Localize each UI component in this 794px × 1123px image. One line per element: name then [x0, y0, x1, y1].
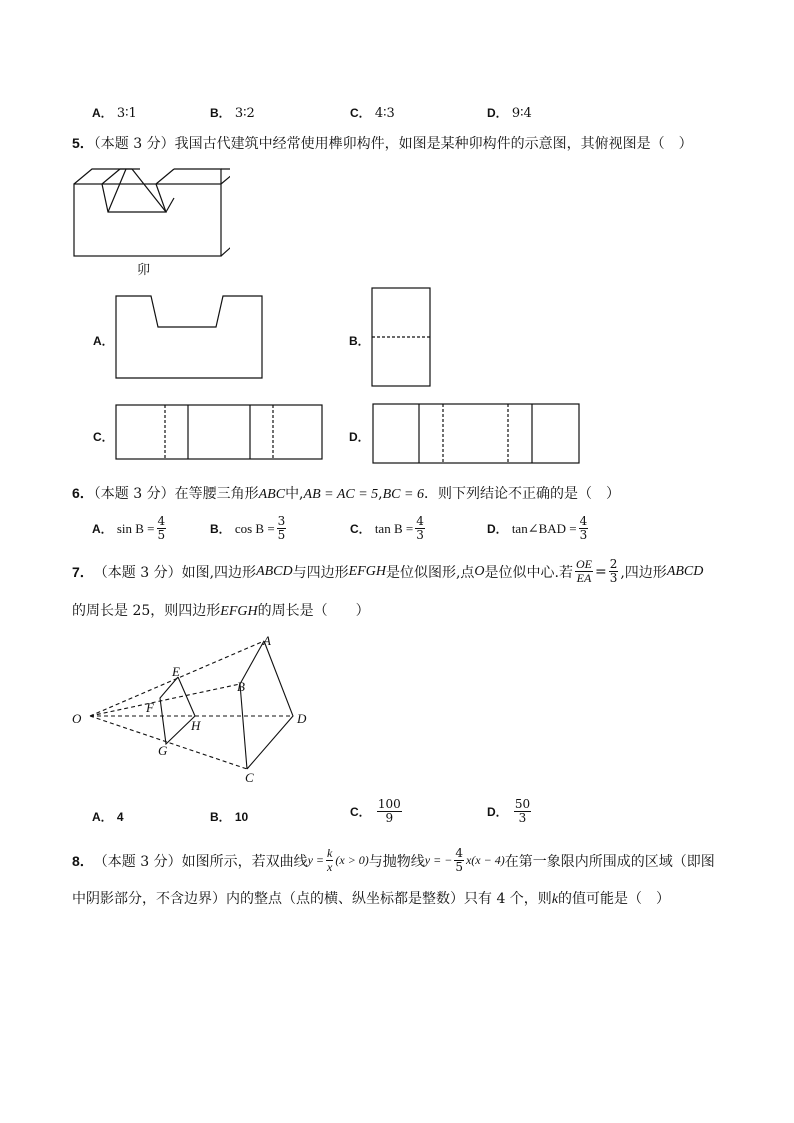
hyperbola-lhs: y = — [307, 853, 325, 867]
option-label: B． — [210, 106, 231, 120]
fraction — [415, 515, 425, 542]
ray-ob — [90, 684, 240, 716]
shape-name: EFGH — [348, 563, 386, 579]
homothety-figure — [60, 630, 330, 790]
q7-stem-line1 — [72, 558, 703, 585]
numerator: k — [327, 846, 333, 860]
triangle-name: ABC — [258, 487, 286, 502]
option-label: A． — [92, 106, 113, 120]
view-outline — [372, 288, 430, 386]
q4-option-c[interactable] — [350, 104, 395, 121]
option-expression: cos B = — [234, 520, 275, 536]
numerator: 3 — [277, 514, 286, 528]
parabola-fraction — [454, 847, 464, 874]
q5-option-d-figure[interactable] — [371, 402, 583, 466]
option-label: D． — [487, 106, 508, 120]
q7-option-d[interactable] — [487, 798, 533, 825]
view-outline — [373, 404, 579, 463]
top-left-edge — [74, 169, 140, 184]
quad-efgh — [160, 677, 195, 744]
numerator: OE — [575, 557, 592, 571]
numerator: 4 — [455, 846, 463, 860]
question-text: 的周长是 25，则四边形 — [72, 603, 221, 619]
question-text: 在等腰三角形 — [174, 486, 259, 502]
condition: AB = AC = 5 — [303, 487, 379, 502]
q6-option-a[interactable] — [92, 515, 168, 542]
equals-sign: = — [594, 563, 607, 580]
option-label: C． — [350, 805, 371, 819]
question-score: （本题 3 分） — [93, 564, 182, 581]
question-text: 如图所示，若双曲线 — [181, 853, 308, 870]
shape-name: ABCD — [666, 563, 704, 579]
notch-edge — [102, 169, 120, 184]
question-text: 如图,四边形 — [181, 564, 257, 581]
notch-inner — [166, 198, 174, 212]
fraction — [579, 515, 589, 542]
edge-ab — [240, 641, 264, 684]
denominator: 9 — [385, 811, 394, 825]
shape-name: ABCD — [256, 563, 293, 579]
figure-caption: 卯 — [137, 263, 151, 278]
option-value: 9∶4 — [511, 106, 532, 121]
label-d: D — [297, 711, 307, 726]
point-name: O — [474, 563, 485, 579]
option-expression: tan B = — [374, 520, 414, 536]
q5-option-a-label[interactable]: A． — [93, 334, 114, 348]
option-label: A． — [92, 522, 113, 536]
question-text: 在第一象限内所围成的区域（即图 — [504, 853, 715, 870]
q4-option-a[interactable] — [92, 104, 137, 121]
q5-option-b-label[interactable]: B． — [349, 334, 370, 348]
option-label: D． — [487, 805, 508, 819]
option-label: C． — [350, 522, 371, 536]
question-number: 7． — [72, 563, 94, 580]
top-right-edge — [174, 169, 221, 184]
denominator: 5 — [455, 860, 463, 874]
front-face — [74, 184, 221, 256]
label-e: E — [172, 664, 180, 679]
q6-option-d[interactable] — [487, 515, 590, 542]
q5-option-d-label[interactable]: D． — [349, 430, 370, 444]
q5-option-a-figure[interactable] — [114, 294, 266, 382]
question-score: （本题 3 分） — [93, 136, 175, 152]
ratio-fraction — [575, 558, 593, 585]
label-h: H — [191, 718, 201, 733]
q8-stem-line1 — [72, 847, 715, 874]
q5-stem — [72, 133, 693, 153]
denominator: 5 — [157, 528, 166, 542]
numerator: 2 — [609, 557, 618, 571]
parabola-lhs: y = − — [424, 853, 453, 867]
option-label: D． — [487, 522, 508, 536]
question-text: 我国古代建筑中经常使用榫卯构件，如图是某种卯构件的示意图，其俯视图是（ ） — [174, 136, 693, 152]
question-score: （本题 3 分） — [93, 853, 182, 870]
fraction — [157, 515, 167, 542]
numerator: 100 — [377, 797, 401, 811]
question-score: （本题 3 分） — [93, 486, 175, 502]
question-text: 的值可能是（ ） — [558, 891, 671, 907]
fraction — [277, 515, 287, 542]
option-value: 3∶1 — [116, 106, 137, 121]
fraction — [377, 798, 402, 825]
option-value: 4 — [116, 810, 124, 824]
q5-option-c-label[interactable]: C． — [93, 430, 114, 444]
option-label: C． — [350, 106, 371, 120]
option-expression: sin B = — [116, 520, 155, 536]
view-outline — [116, 296, 262, 378]
option-value: 3∶2 — [234, 106, 255, 121]
q6-option-c[interactable] — [350, 515, 427, 542]
numerator: 4 — [579, 514, 588, 528]
value-fraction — [609, 558, 619, 585]
option-expression: tan∠BAD = — [511, 520, 577, 536]
denominator: 3 — [416, 528, 424, 542]
denominator: 3 — [518, 811, 527, 825]
separator: , — [378, 486, 383, 502]
question-text: 的周长是（ ） — [257, 603, 370, 619]
option-value: 10 — [234, 810, 249, 824]
question-text: ,四边形 — [620, 564, 667, 581]
option-label: B． — [210, 810, 231, 824]
question-text: ．则下列结论不正确的是（ ） — [423, 486, 620, 502]
q4-option-d[interactable] — [487, 104, 532, 121]
q7-option-a[interactable] — [92, 808, 124, 825]
hyperbola-fraction — [326, 847, 333, 874]
q5-option-c-figure[interactable] — [114, 403, 326, 463]
variable-k: k — [551, 892, 559, 907]
denominator: 5 — [277, 528, 286, 542]
fraction — [514, 798, 531, 825]
denominator: 3 — [609, 571, 618, 585]
question-text: 中, — [285, 486, 304, 502]
question-number: 8． — [72, 852, 94, 869]
label-a: A — [263, 633, 271, 648]
notch-front — [102, 184, 166, 212]
notch-slant — [132, 169, 166, 212]
denominator: x — [327, 860, 333, 874]
q7-option-c[interactable] — [350, 798, 404, 825]
ray-oc — [90, 716, 247, 769]
q6-stem — [72, 483, 620, 503]
parabola-rest: x(x − 4) — [465, 853, 505, 867]
q5-option-b-figure[interactable] — [370, 286, 434, 390]
question-text: 是位似中心.若 — [484, 564, 573, 581]
q6-option-b[interactable] — [210, 515, 288, 542]
numerator: 4 — [416, 514, 424, 528]
question-text: 与抛物线 — [368, 853, 425, 870]
label-o: O — [72, 711, 82, 726]
hyperbola-condition: (x > 0) — [335, 853, 369, 867]
condition: BC = 6 — [382, 487, 424, 502]
numerator: 50 — [514, 797, 531, 811]
question-number: 6． — [72, 485, 94, 501]
q7-stem-line2 — [72, 600, 370, 620]
label-g: G — [158, 743, 168, 758]
q4-option-b[interactable] — [210, 104, 255, 121]
option-label: B． — [210, 522, 231, 536]
denominator: EA — [576, 571, 592, 585]
question-text: 是位似图形,点 — [385, 564, 475, 581]
edge-bc — [240, 684, 247, 769]
q8-stem-line2 — [72, 888, 670, 908]
right-face — [221, 169, 230, 256]
numerator: 4 — [157, 514, 166, 528]
question-number: 5． — [72, 135, 94, 151]
view-outline — [116, 405, 322, 459]
question-text: 中阴影部分，不含边界）内的整点（点的横、纵坐标都是整数）只有 4 个，则 — [72, 891, 552, 907]
label-c: C — [245, 770, 254, 785]
question-text: 与四边形 — [292, 564, 349, 581]
option-label: A． — [92, 810, 113, 824]
shape-name: EFGH — [220, 604, 258, 619]
q7-option-b[interactable] — [210, 808, 248, 825]
denominator: 3 — [579, 528, 588, 542]
label-f: F — [146, 700, 154, 715]
option-value: 4∶3 — [374, 106, 395, 121]
label-b: B — [237, 679, 245, 694]
notch-edge — [156, 169, 174, 184]
notch-slant — [108, 169, 126, 212]
